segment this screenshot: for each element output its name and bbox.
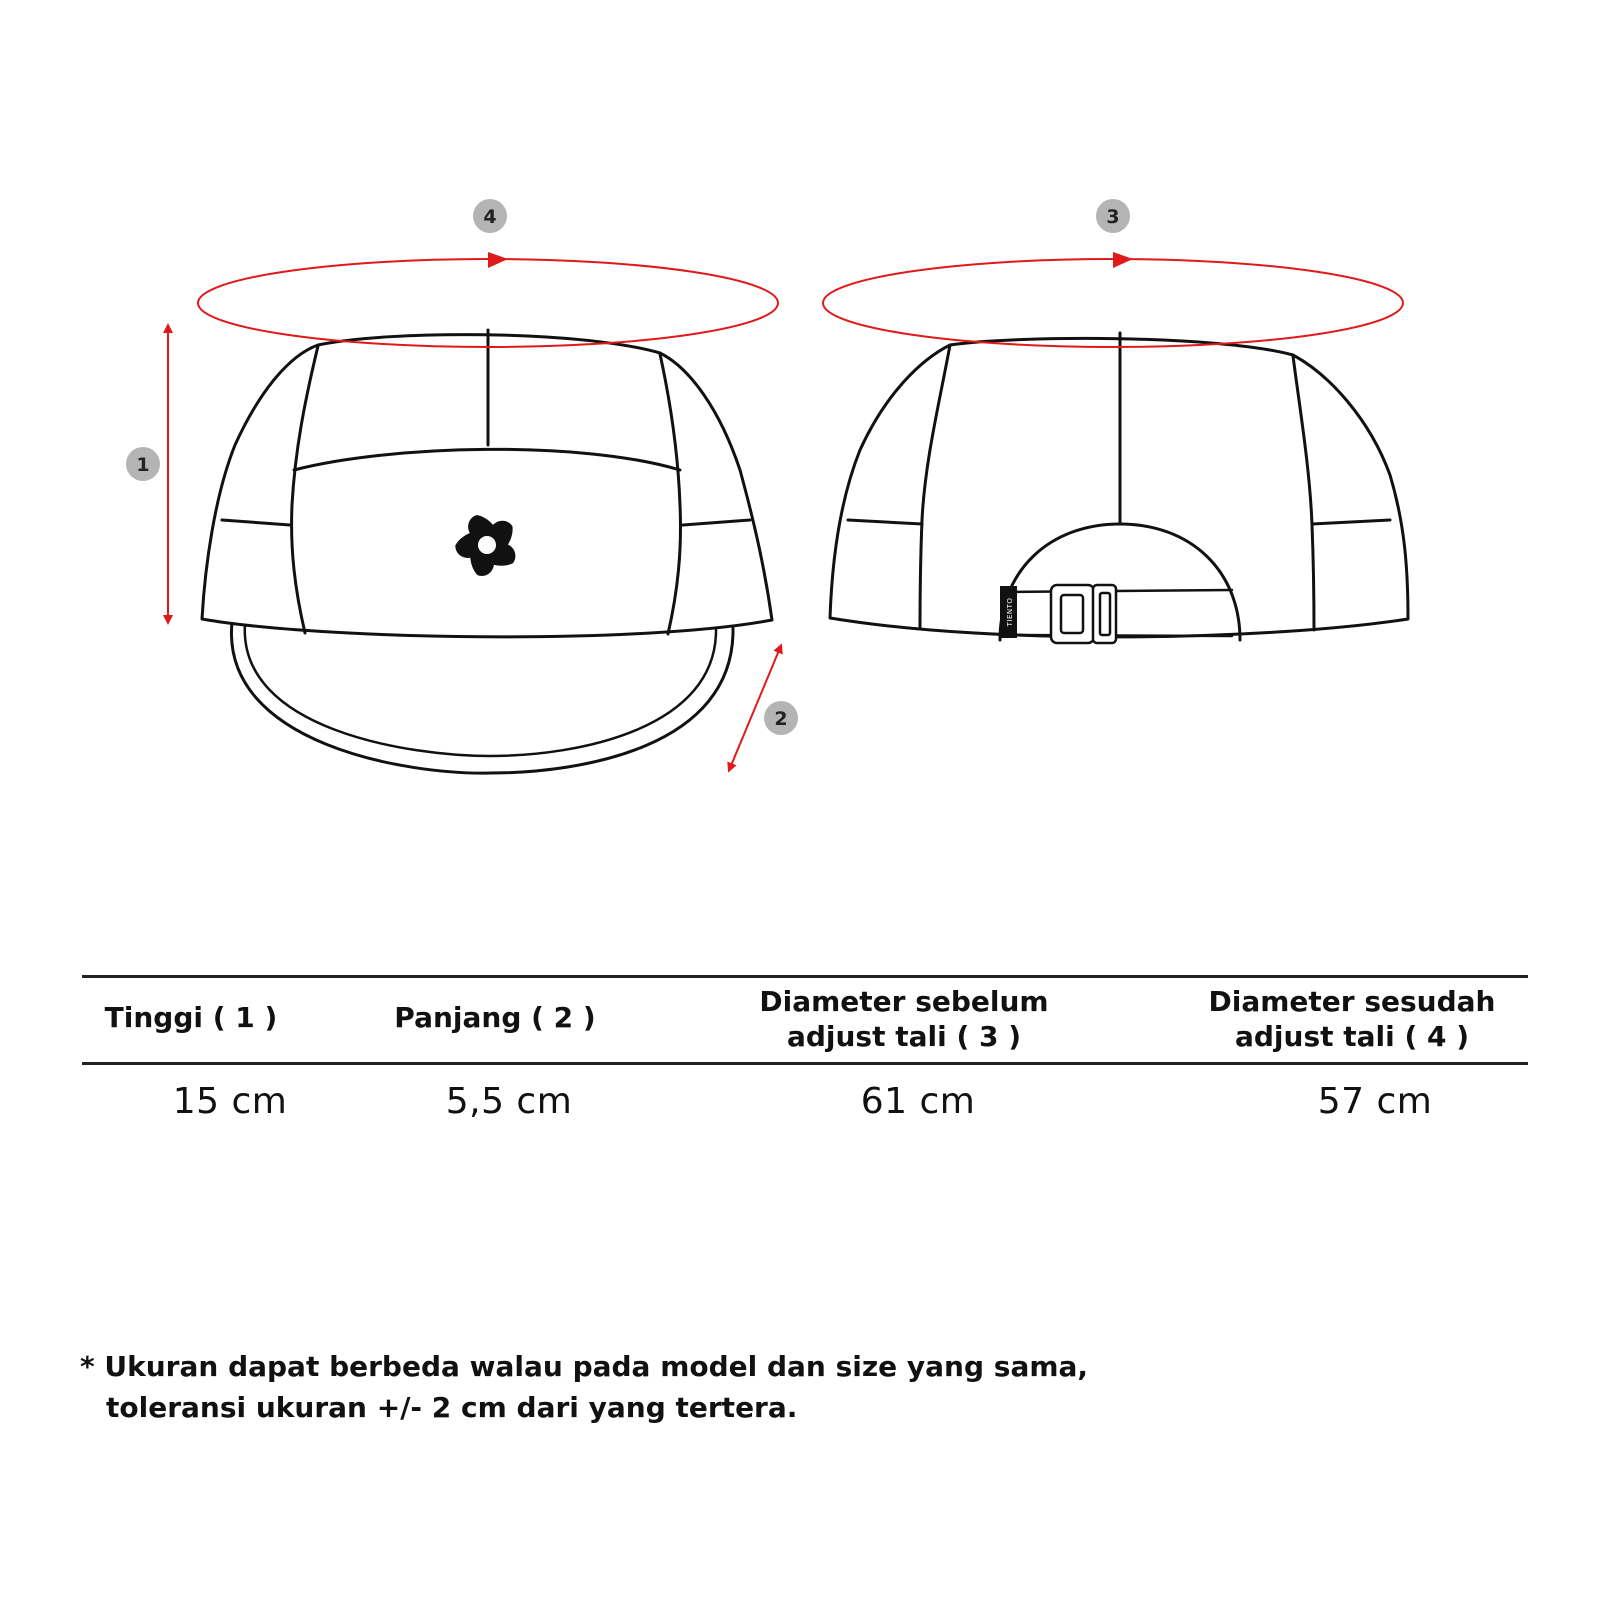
header-line: Panjang ( 2 ): [394, 1001, 596, 1034]
value-tinggi: 15 cm: [172, 1081, 288, 1122]
footnote-line-2: toleransi ukuran +/- 2 cm dari yang tertera.: [106, 1391, 798, 1424]
cap-back-view: [830, 333, 1408, 640]
brand-tag-label: TIENTO: [1006, 597, 1014, 627]
cap-strap: [1005, 635, 1232, 636]
badge-3-label: 3: [1106, 206, 1120, 228]
table-row: [82, 1065, 1528, 1143]
header-diameter-sesudah: [1209, 984, 1496, 1054]
table-header-row: [82, 978, 1528, 1062]
badge-1: [126, 447, 160, 481]
header-line: Tinggi ( 1 ): [104, 1001, 278, 1034]
badge-2: [764, 701, 798, 735]
badge-3: [1096, 199, 1130, 233]
value-diameter-sesudah: 57 cm: [1317, 1081, 1433, 1122]
size-table: [82, 975, 1528, 1143]
header-diameter-sebelum: [759, 984, 1048, 1054]
badge-1-label: 1: [136, 454, 150, 476]
footnote: [80, 1346, 1088, 1428]
header-panjang: [394, 1000, 595, 1035]
footnote-line-1: * Ukuran dapat berbeda walau pada model dan size yang sama,: [80, 1350, 1089, 1383]
badge-4: [473, 199, 507, 233]
header-line: adjust tali ( 4 ): [1234, 1020, 1470, 1053]
header-line: Diameter sebelum: [759, 985, 1049, 1018]
header-line: adjust tali ( 3 ): [786, 1020, 1022, 1053]
circumference-ellipse-3: [823, 252, 1403, 347]
buckle-icon: [1051, 585, 1116, 643]
header-tinggi: [105, 1000, 278, 1035]
badge-4-label: 4: [483, 206, 497, 228]
brand-tag: [1000, 586, 1017, 638]
value-panjang: 5,5 cm: [445, 1081, 573, 1122]
value-diameter-sebelum: 61 cm: [860, 1081, 976, 1122]
badge-2-label: 2: [774, 708, 788, 730]
header-line: Diameter sesudah: [1208, 985, 1496, 1018]
